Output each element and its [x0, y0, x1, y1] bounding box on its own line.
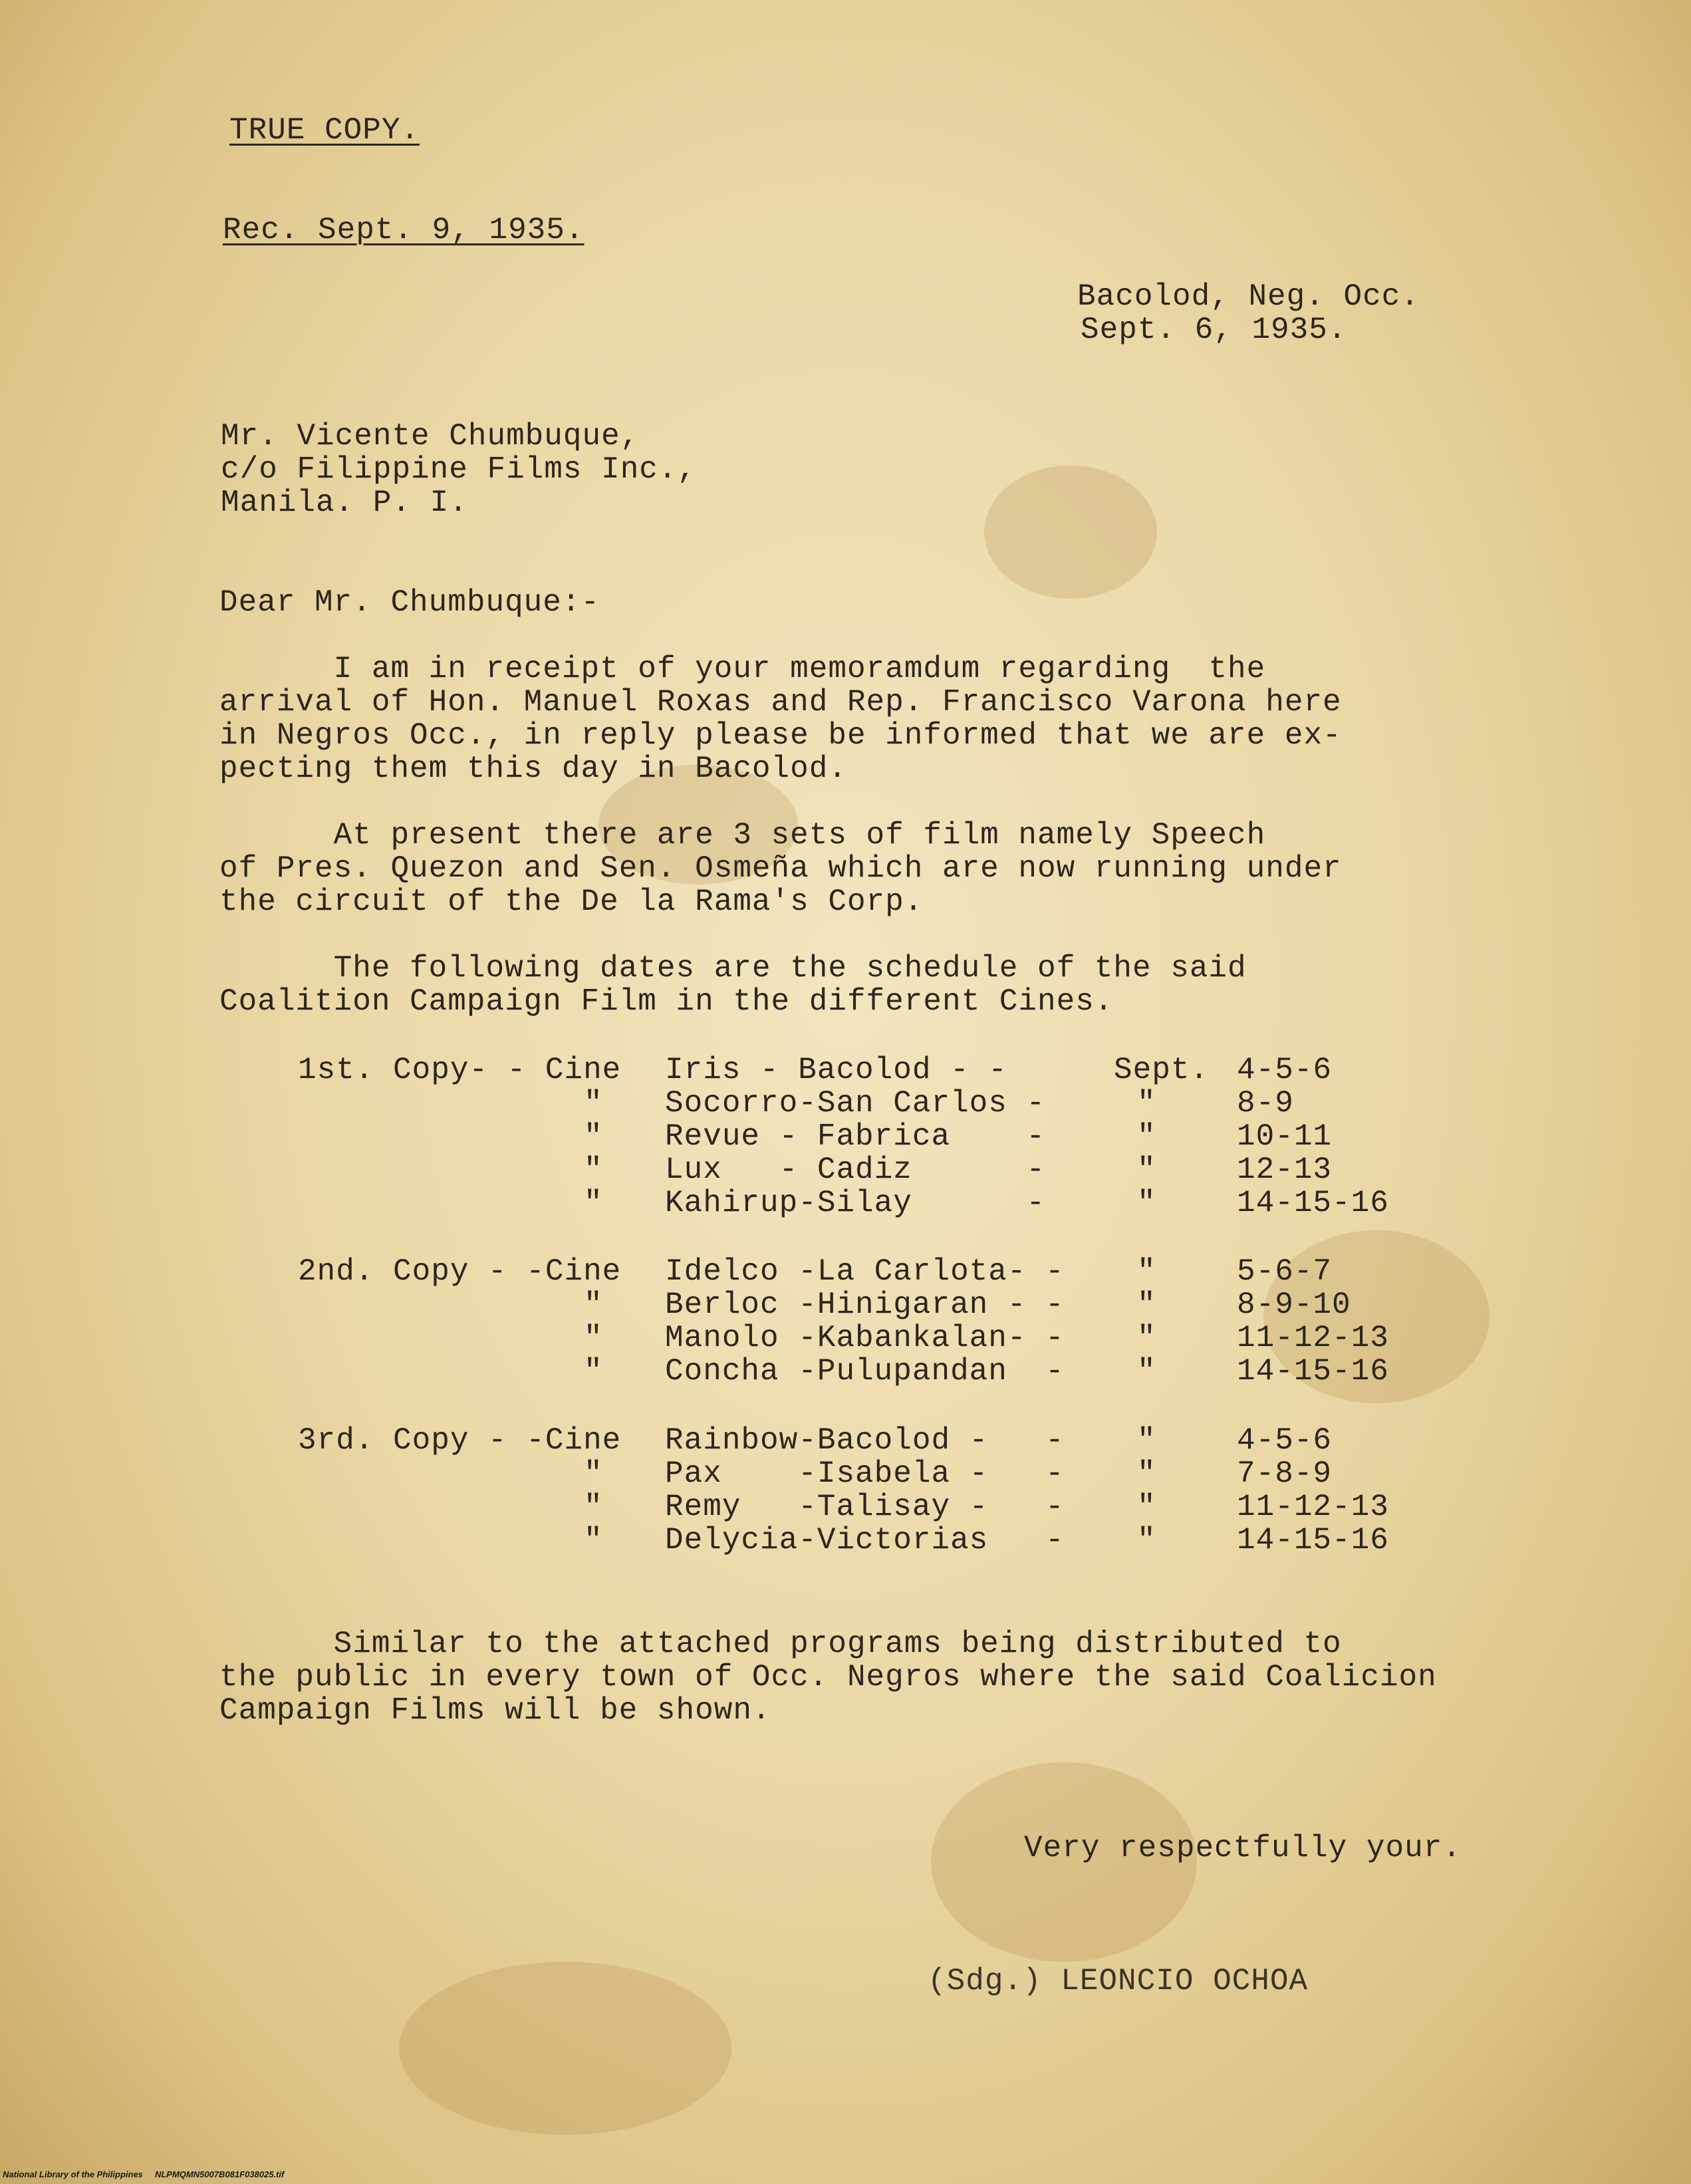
- cine-name: Revue - Fabrica -: [665, 1119, 1046, 1154]
- cine-name: Delycia-Victorias -: [665, 1523, 1065, 1558]
- dates: 11-12-13: [1237, 1321, 1389, 1355]
- copy-label: 2nd. Copy - -Cine: [298, 1254, 622, 1289]
- paragraph-1-line: I am in receipt of your memoramdum regarding the: [219, 652, 1266, 686]
- closing: Very respectfully your.: [1024, 1831, 1462, 1865]
- month: ": [1137, 1523, 1156, 1558]
- cine-name: Concha -Pulupandan -: [665, 1354, 1065, 1389]
- ditto-mark: ": [584, 1490, 603, 1524]
- ditto-mark: ": [584, 1153, 603, 1187]
- dates: 8-9: [1237, 1086, 1294, 1121]
- addressee-name: Mr. Vicente Chumbuque,: [221, 419, 640, 454]
- paragraph-3-line: Coalition Campaign Film in the different Cines.: [219, 984, 1114, 1019]
- month: ": [1137, 1423, 1156, 1458]
- month: Sept.: [1114, 1053, 1210, 1087]
- copy-label: 3rd. Copy - -Cine: [298, 1423, 622, 1458]
- month: ": [1137, 1119, 1156, 1154]
- salutation: Dear Mr. Chumbuque:-: [219, 585, 600, 620]
- month: ": [1137, 1086, 1156, 1121]
- received-date: Rec. Sept. 9, 1935.: [223, 213, 585, 247]
- addressee-city: Manila. P. I.: [221, 485, 468, 520]
- dates: 10-11: [1237, 1119, 1333, 1154]
- date-line: Sept. 6, 1935.: [1081, 313, 1347, 347]
- paragraph-1-line: in Negros Occ., in reply please be informed that we are ex-: [219, 718, 1342, 753]
- ditto-mark: ": [584, 1288, 603, 1322]
- cine-name: Iris - Bacolod - -: [665, 1053, 1007, 1087]
- month: ": [1137, 1153, 1156, 1187]
- dates: 14-15-16: [1237, 1523, 1389, 1558]
- stain: [399, 1962, 731, 2135]
- month: ": [1137, 1321, 1156, 1355]
- dates: 4-5-6: [1237, 1053, 1333, 1087]
- cine-name: Pax -Isabela - -: [665, 1456, 1065, 1491]
- dates: 7-8-9: [1237, 1456, 1333, 1491]
- month: ": [1137, 1490, 1156, 1524]
- month: ": [1137, 1456, 1156, 1491]
- archive-footer: National Library of the Philippines NLPMQMN5007B081F038025.tif: [3, 2169, 285, 2179]
- copy-label: 1st. Copy- - Cine: [298, 1053, 622, 1087]
- ditto-mark: ": [584, 1456, 603, 1491]
- cine-name: Berloc -Hinigaran - -: [665, 1288, 1065, 1322]
- ditto-mark: ": [584, 1523, 603, 1558]
- cine-name: Idelco -La Carlota- -: [665, 1254, 1065, 1289]
- dates: 11-12-13: [1237, 1490, 1389, 1524]
- paragraph-2-line: of Pres. Quezon and Sen. Osmeña which are now running under: [219, 851, 1342, 886]
- cine-name: Remy -Talisay - -: [665, 1490, 1065, 1524]
- dates: 5-6-7: [1237, 1254, 1333, 1289]
- signature: (Sdg.) LEONCIO OCHOA: [928, 1964, 1309, 1998]
- ditto-mark: ": [584, 1186, 603, 1220]
- paragraph-1-line: pecting them this day in Bacolod.: [219, 751, 847, 786]
- ditto-mark: ": [584, 1086, 603, 1121]
- paragraph-4-line: Campaign Films will be shown.: [219, 1693, 771, 1728]
- dates: 4-5-6: [1237, 1423, 1333, 1458]
- dates: 14-15-16: [1237, 1186, 1389, 1220]
- month: ": [1137, 1186, 1156, 1220]
- ditto-mark: ": [584, 1321, 603, 1355]
- stain: [984, 466, 1157, 599]
- cine-name: Manolo -Kabankalan- -: [665, 1321, 1065, 1355]
- cine-name: Socorro-San Carlos -: [665, 1086, 1046, 1121]
- ditto-mark: ": [584, 1119, 603, 1154]
- ditto-mark: ": [584, 1354, 603, 1389]
- month: ": [1137, 1288, 1156, 1322]
- dates: 12-13: [1237, 1153, 1333, 1187]
- paragraph-4-line: the public in every town of Occ. Negros where the said Coalicion: [219, 1660, 1437, 1695]
- cine-name: Lux - Cadiz -: [665, 1153, 1046, 1187]
- paragraph-4-line: Similar to the attached programs being distributed to: [219, 1627, 1342, 1661]
- cine-name: Rainbow-Bacolod - -: [665, 1423, 1065, 1458]
- paragraph-3-line: The following dates are the schedule of the said: [219, 951, 1247, 986]
- cine-name: Kahirup-Silay -: [665, 1186, 1046, 1220]
- paragraph-2-line: the circuit of the De la Rama's Corp.: [219, 885, 924, 919]
- paragraph-2-line: At present there are 3 sets of film namely Speech: [219, 818, 1266, 853]
- dates: 14-15-16: [1237, 1354, 1389, 1389]
- place-line: Bacolod, Neg. Occ.: [1077, 279, 1420, 314]
- true-copy-heading: TRUE COPY.: [229, 113, 420, 148]
- month: ": [1137, 1354, 1156, 1389]
- paragraph-1-line: arrival of Hon. Manuel Roxas and Rep. Francisco Varona here: [219, 685, 1342, 720]
- addressee-company: c/o Filippine Films Inc.,: [221, 452, 697, 487]
- dates: 8-9-10: [1237, 1288, 1351, 1322]
- month: ": [1137, 1254, 1156, 1289]
